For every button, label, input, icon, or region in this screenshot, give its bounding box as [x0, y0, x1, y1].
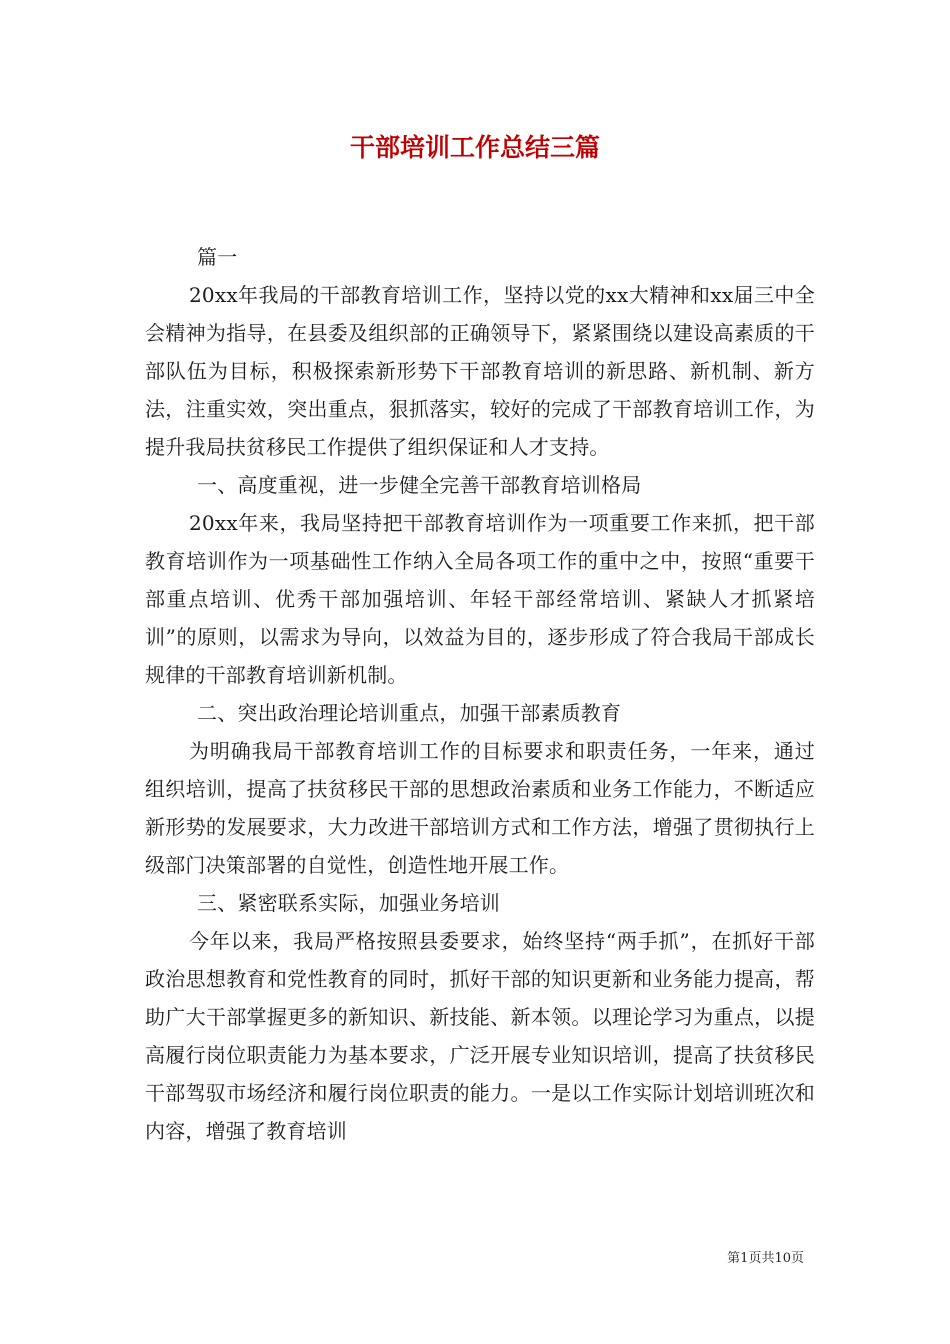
page-number: 第1页共10页 [727, 1251, 804, 1266]
section-heading: 一、高度重视，进一步健全完善干部教育培训格局 [197, 473, 642, 497]
document-title: 干部培训工作总结三篇 [349, 133, 600, 162]
section-heading: 三、紧密联系实际，加强业务培训 [197, 891, 500, 915]
section-heading: 二、突出政治理论培训重点，加强干部素质教育 [197, 701, 622, 725]
body-paragraph: 20xx年来，我局坚持把干部教育培训作为一项重要工作来抓，把干部教育培训作为一项基础性工作纳入全局各项工作的重中之中，按照“重要干部重点培训、优秀干部加强培训、年轻干部经常培训、紧缺人才抓紧培训”的原则，以需求为导向，以效益为目的，逐步形成了符合我局干部成长规律的干部教育培训新机制。 [145, 511, 815, 687]
body-paragraph: 20xx年我局的干部教育培训工作，坚持以党的xx大精神和xx届三中全会精神为指导，在县委及组织部的正确领导下，紧紧围绕以建设高素质的干部队伍为目标，积极探索新形势下干部教育培训的新思路、新机制、新方法，注重实效，突出重点，狠抓落实，较好的完成了干部教育培训工作，为提升我局扶贫移民工作提供了组织保证和人才支持。 [145, 283, 815, 459]
body-paragraph: 今年以来，我局严格按照县委要求，始终坚持“两手抓”，在抓好干部政治思想教育和党性教育的同时，抓好干部的知识更新和业务能力提高，帮助广大干部掌握更多的新知识、新技能、新本领。以理论学习为重点，以提高履行岗位职责能力为基本要求，广泛开展专业知识培训，提高了扶贫移民干部驾驭市场经济和履行岗位职责的能力。一是以工作实际计划培训班次和内容，增强了教育培训 [145, 929, 815, 1143]
body-paragraph: 为明确我局干部教育培训工作的目标要求和职责任务，一年来，通过组织培训，提高了扶贫移民干部的思想政治素质和业务工作能力，不断适应新形势的发展要求，大力改进干部培训方式和工作方法，增强了贯彻执行上级部门决策部署的自觉性，创造性地开展工作。 [145, 739, 815, 877]
document-body [145, 238, 815, 1150]
section-label: 篇一 [197, 245, 238, 269]
